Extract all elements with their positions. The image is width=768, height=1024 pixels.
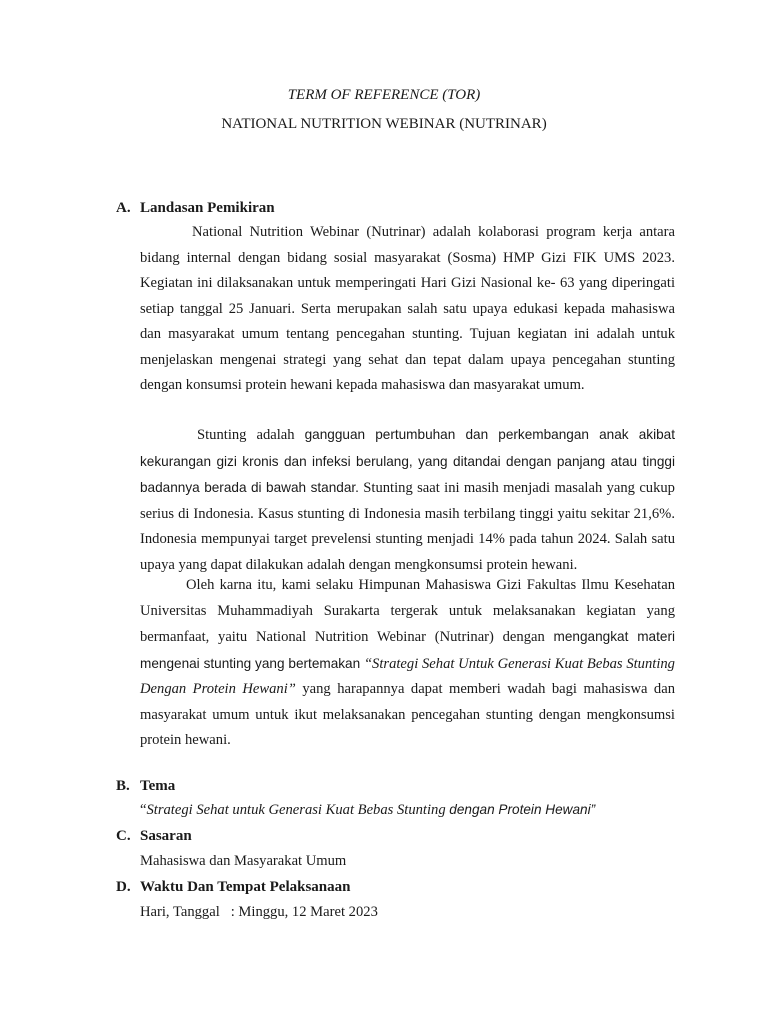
section-d-letter: D. <box>116 879 131 895</box>
section-b-letter: B. <box>116 778 130 794</box>
section-c-letter: C. <box>116 828 131 844</box>
paragraph-2-lead: Stunting adalah <box>197 427 295 443</box>
section-a-paragraph-1 <box>140 220 675 399</box>
paragraph-3-theme-lead: mengangkat materi mengenai stunting yang bertemakan <box>140 629 675 671</box>
paragraph-3-intro: Oleh karna itu, kami selaku Himpunan Mahasiswa Gizi Fakultas Ilmu Kesehatan Universitas Muhammadiyah Surakarta tergerak untuk melaksanakan kegiatan yang bermanfaat, yaitu National Nutrition Webinar (Nutrinar) dengan <box>140 577 675 645</box>
section-b-heading: Tema <box>140 778 176 794</box>
section-a-paragraph-3 <box>140 573 675 754</box>
paragraph-3-theme-quote: “Strategi Sehat Untuk Generasi Kuat Bebas Stunting Dengan Protein Hewani” <box>140 655 675 697</box>
target-audience-text: Mahasiswa dan Masyarakat Umum <box>140 853 347 869</box>
paragraph-2-definition: gangguan pertumbuhan dan perkembangan anak akibat kekurangan gizi kronis dan infeksi berulang, yang ditandai dengan panjang atau tinggi badannya berada di bawah standar. <box>140 427 675 495</box>
document-title: TERM OF REFERENCE (TOR) <box>287 87 481 103</box>
theme-text-main: Strategi Sehat untuk Generasi Kuat Bebas Stunting <box>146 802 446 818</box>
document-subtitle: NATIONAL NUTRITION WEBINAR (NUTRINAR) <box>221 116 547 132</box>
section-a-letter: A. <box>116 200 131 216</box>
date-value: : Minggu, 12 Maret 2023 <box>230 904 378 920</box>
date-row <box>140 904 378 921</box>
theme-text <box>140 802 595 819</box>
theme-open-quote: “ <box>140 802 147 818</box>
section-c-heading: Sasaran <box>140 828 192 844</box>
date-label: Hari, Tanggal <box>140 904 220 920</box>
paragraph-1-text: National Nutrition Webinar (Nutrinar) adalah kolaborasi program kerja antara bidang internal dengan bidang sosial masyarakat (Sosma) HMP Gizi FIK UMS 2023. Kegiatan ini dilaksanakan untuk memperingati Hari Gizi Nasional ke- 63 yang diperingati setiap tanggal 25 Januari. Serta merupakan salah satu upaya edukasi kepada mahasiswa dan masyarakat umum tentang pencegahan stunting. Tujuan kegiatan ini adalah untuk menjelaskan mengenai strategi yang sehat dan tepat dalam upaya pencegahan stunting dengan konsumsi protein hewani kepada mahasiswa dan masyarakat umum. <box>140 224 675 393</box>
paragraph-3-closing: yang harapannya dapat memberi wadah bagi mahasiswa dan masyarakat umum untuk ikut melaksanakan pencegahan stunting dengan mengkonsumsi protein hewani. <box>140 681 676 748</box>
paragraph-2-body: Stunting saat ini masih menjadi masalah yang cukup serius di Indonesia. Kasus stunting di Indonesia masih terbilang tinggi yaitu sekitar 21,6%. Indonesia mempunyai target prevelensi stunting menjadi 14% pada tahun 2024. Salah satu upaya yang dapat dilakukan adalah dengan mengkonsumsi protein hewani. <box>140 480 675 573</box>
theme-text-end: dengan Protein Hewani” <box>449 802 596 817</box>
section-a-paragraph-2 <box>140 422 675 578</box>
section-a-heading: Landasan Pemikiran <box>140 200 275 216</box>
section-d-heading: Waktu Dan Tempat Pelaksanaan <box>140 879 351 895</box>
